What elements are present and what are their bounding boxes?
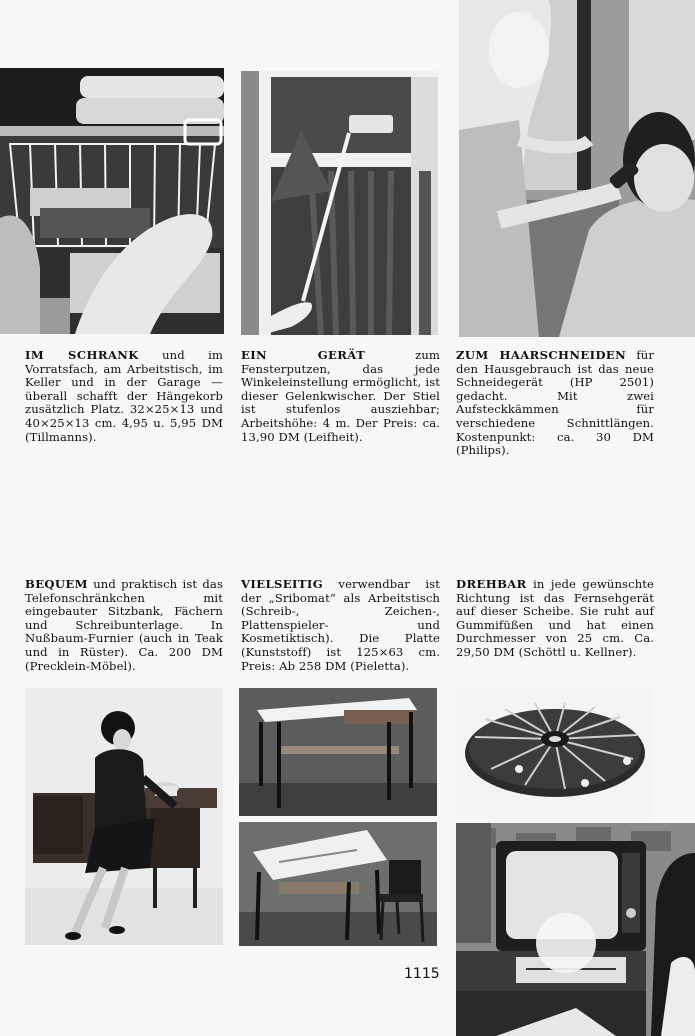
caption-body: verwendbar ist der „Sribomat“ als Arbeitstisch (Schreib-, Zeichen-, Plattenspieler- und Kosmetiktisch). Die Platte (Kunststoff) ist 125×63 cm. Preis: Ab 258 DM (Pieletta). xyxy=(241,577,440,673)
caption-lead: ZUM HAARSCHNEIDEN xyxy=(456,348,627,362)
caption-lead: VIELSEITIG xyxy=(241,577,323,591)
caption-turntable xyxy=(456,578,654,660)
caption-lead: IM SCHRANK xyxy=(25,348,139,362)
photo-hair-clipper xyxy=(459,0,695,337)
photo-turntable-disc xyxy=(455,689,652,819)
caption-body: für den Hausgebrauch ist das neue Schneidegerät (HP 2501) gedacht. Mit zwei Aufsteckkämmen für verschiedene Schnittlängen. Kostenpunkt: ca. 30 DM (Philips). xyxy=(456,348,654,458)
photo-hanging-basket xyxy=(0,68,224,334)
caption-window-wiper xyxy=(241,349,440,444)
caption-body: in jede gewünschte Richtung ist das Fernsehgerät auf dieser Scheibe. Sie ruht auf Gummifüßen und hat einen Durchmesser von 25 cm. Ca. 29,50 DM (Schöttl u. Kellner). xyxy=(456,577,654,659)
photo-work-table-1 xyxy=(239,688,437,816)
caption-body: und im Vorratsfach, am Arbeitstisch, im Keller und in der Garage — überall schafft der Hängekorb zusätzlich Platz. 32×25×13 und 40×25×13 cm. 4,95 u. 5,95 DM (Tillmanns). xyxy=(25,348,223,444)
caption-body: und praktisch ist das Telefonschränkchen mit eingebauter Sitzbank, Fächern und Schreibunterlage. In Nußbaum-Furnier (auch in Teak und in Rüster). Ca. 200 DM (Precklein-Möbel). xyxy=(25,577,223,673)
photo-tv-on-disc xyxy=(456,823,695,1036)
photo-telephone-cabinet xyxy=(25,688,223,945)
caption-work-table xyxy=(241,578,440,673)
caption-body: zum Fensterputzen, das jede Winkeleinstellung ermöglicht, ist dieser Gelenkwischer. Der Stiel ist stufenlos ausziehbar; Arbeitshöhe: 4 m. Der Preis: ca. 13,90 DM (Leifheit). xyxy=(241,348,441,444)
caption-lead: EIN GERÄT xyxy=(241,348,366,362)
caption-hanging-basket xyxy=(25,349,223,444)
photo-work-table-2 xyxy=(239,822,437,946)
caption-hair-clipper xyxy=(456,349,654,458)
page-number: 1115 xyxy=(404,966,440,982)
caption-lead: BEQUEM xyxy=(25,577,88,591)
photo-window-wiper xyxy=(241,71,438,335)
caption-telephone-cabinet xyxy=(25,578,223,673)
caption-lead: DREHBAR xyxy=(456,577,527,591)
